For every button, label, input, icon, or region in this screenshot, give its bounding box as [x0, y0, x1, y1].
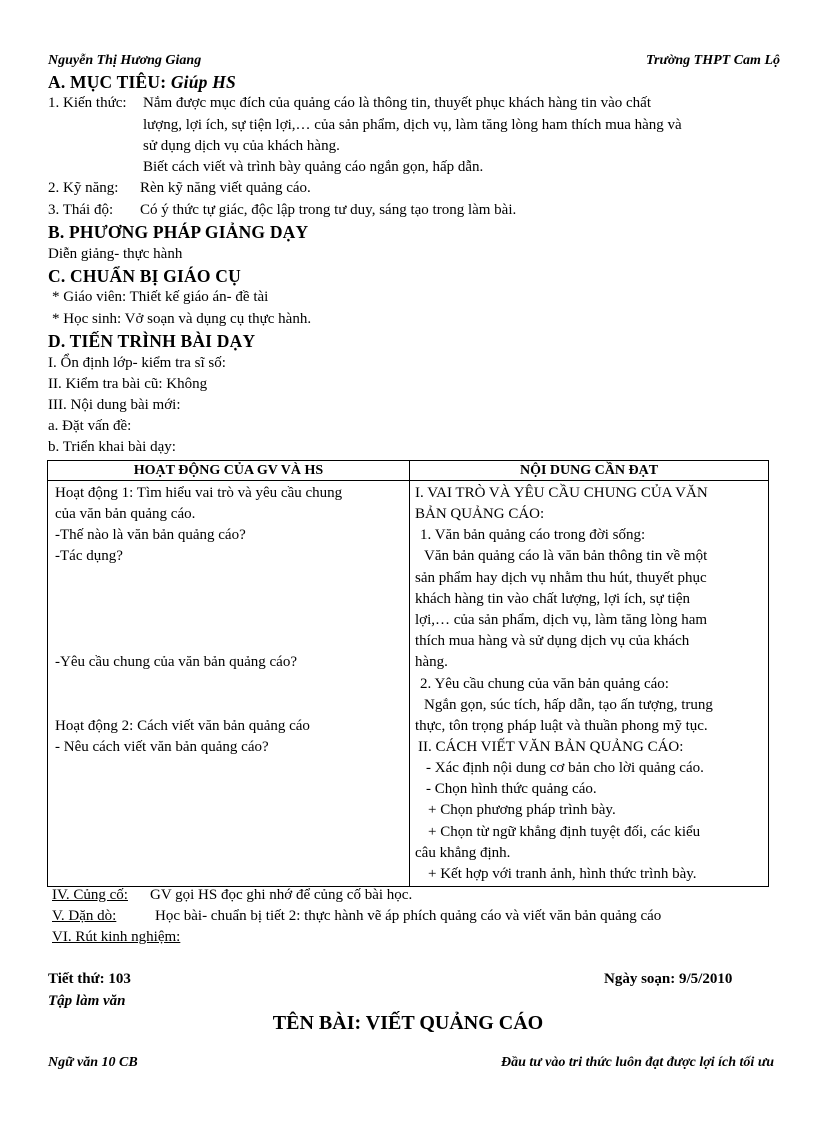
period-number: Tiết thứ: 103: [48, 971, 131, 987]
procedure-item: a. Đặt vấn đề:: [48, 418, 132, 434]
knowledge-line: Nắm được mục đích của quảng cáo là thông tin, thuyết phục khách hàng tin vào chất: [143, 95, 651, 111]
attitude-label: 3. Thái độ:: [48, 202, 114, 218]
consolidation-text: GV gọi HS đọc ghi nhớ để củng cố bài học.: [150, 887, 413, 903]
activity-line: -Thế nào là văn bản quảng cáo?: [55, 527, 246, 543]
content-line: câu khẳng định.: [415, 845, 511, 861]
content-line: khách hàng tin vào chất lượng, lợi ích, sự tiện: [415, 591, 690, 607]
procedure-item: I. Ổn định lớp- kiểm tra sĩ số:: [48, 355, 226, 371]
section-b-title: B. PHƯƠNG PHÁP GIẢNG DẠY: [48, 222, 309, 242]
knowledge-line: Biết cách viết và trình bày quảng cáo ngắn gọn, hấp dẫn.: [143, 159, 484, 175]
activity-line: -Yêu cầu chung của văn bản quảng cáo?: [55, 654, 297, 670]
attitude-text: Có ý thức tự giác, độc lập trong tư duy, sáng tạo trong làm bài.: [140, 202, 517, 218]
activity-line: Hoạt động 1: Tìm hiểu vai trò và yêu cầu chung: [55, 485, 343, 501]
section-b-text: Diễn giảng- thực hành: [48, 246, 183, 262]
footer-motto: Đầu tư vào tri thức luôn đạt được lợi ích tối ưu: [501, 1055, 774, 1070]
content-line: thực, tôn trọng pháp luật và thuần phong mỹ tục.: [415, 718, 708, 734]
knowledge-line: sử dụng dịch vụ của khách hàng.: [143, 138, 340, 154]
content-line: - Xác định nội dung cơ bản cho lời quảng cáo.: [426, 760, 704, 776]
subject-type: Tập làm văn: [48, 993, 126, 1009]
knowledge-line: lượng, lợi ích, sự tiện lợi,… của sản phẩm, dịch vụ, làm tăng lòng ham thích mua hàng và: [143, 117, 682, 133]
content-line: + Chọn phương pháp trình bày.: [428, 802, 616, 818]
experience-label: VI. Rút kinh nghiệm:: [52, 929, 181, 945]
content-line: + Kết hợp với tranh ảnh, hình thức trình bày.: [428, 866, 697, 882]
procedure-item: III. Nội dung bài mới:: [48, 397, 181, 413]
skill-text: Rèn kỹ năng viết quảng cáo.: [140, 180, 311, 196]
content-line: - Chọn hình thức quảng cáo.: [426, 781, 597, 797]
content-line: lợi,… của sản phẩm, dịch vụ, làm tăng lòng ham: [415, 612, 708, 628]
skill-label: 2. Kỹ năng:: [48, 180, 119, 196]
activity-line: của văn bản quảng cáo.: [55, 506, 196, 522]
content-cell: [410, 481, 769, 887]
student-prep: * Học sinh: Vở soạn và dụng cụ thực hành.: [52, 311, 312, 327]
lesson-title: TÊN BÀI: VIẾT QUẢNG CÁO: [272, 1012, 544, 1034]
lesson-table: [47, 460, 769, 887]
section-a-suffix: Giúp HS: [170, 72, 236, 92]
footer-subject: Ngữ văn 10 CB: [48, 1055, 138, 1070]
content-line: 2. Yêu cầu chung của văn bản quảng cáo:: [420, 676, 669, 692]
activity-line: -Tác dụng?: [55, 548, 123, 564]
homework-label: V. Dặn dò:: [52, 908, 117, 924]
content-line: Văn bản quảng cáo là văn bản thông tin về một: [424, 548, 708, 564]
section-a-title: [48, 72, 236, 93]
activities-cell: [48, 481, 410, 887]
prep-date: Ngày soạn: 9/5/2010: [604, 971, 733, 987]
content-line: II. CÁCH VIẾT VĂN BẢN QUẢNG CÁO:: [418, 739, 684, 755]
content-line: + Chọn từ ngữ khẳng định tuyệt đối, các kiểu: [428, 824, 701, 840]
content-line: sản phẩm hay dịch vụ nhằm thu hút, thuyết phục: [415, 570, 707, 586]
procedure-item: b. Triển khai bài dạy:: [48, 439, 176, 455]
homework-text: Học bài- chuẩn bị tiết 2: thực hành vẽ áp phích quảng cáo và viết văn bản quảng cáo: [155, 908, 662, 924]
content-line: hàng.: [415, 654, 448, 670]
section-d-title: D. TIẾN TRÌNH BÀI DẠY: [48, 331, 256, 351]
teacher-prep: * Giáo viên: Thiết kế giáo án- đề tài: [52, 289, 269, 305]
content-line: BẢN QUẢNG CÁO:: [415, 506, 545, 522]
content-line: thích mua hàng và sử dụng dịch vụ của khách: [415, 633, 690, 649]
content-line: I. VAI TRÒ VÀ YÊU CẦU CHUNG CỦA VĂN: [415, 485, 708, 501]
knowledge-label: 1. Kiến thức:: [48, 95, 127, 111]
col2-header: NỘI DUNG CẦN ĐẠT: [410, 461, 769, 481]
activity-line: Hoạt động 2: Cách viết văn bản quảng cáo: [55, 718, 310, 734]
author-name: Nguyễn Thị Hương Giang: [48, 53, 202, 68]
consolidation-label: IV. Củng cố:: [52, 887, 128, 903]
activity-line: - Nêu cách viết văn bản quảng cáo?: [55, 739, 269, 755]
content-line: Ngắn gọn, súc tích, hấp dẫn, tạo ấn tượng, trung: [424, 697, 713, 713]
section-c-title: C. CHUẨN BỊ GIÁO CỤ: [48, 266, 241, 286]
procedure-item: II. Kiểm tra bài cũ: Không: [48, 376, 208, 392]
school-name: Trường THPT Cam Lộ: [646, 53, 780, 68]
content-line: 1. Văn bản quảng cáo trong đời sống:: [420, 527, 646, 543]
col1-header: HOẠT ĐỘNG CỦA GV VÀ HS: [48, 461, 410, 481]
section-a-heading: A. MỤC TIÊU:: [48, 72, 167, 92]
